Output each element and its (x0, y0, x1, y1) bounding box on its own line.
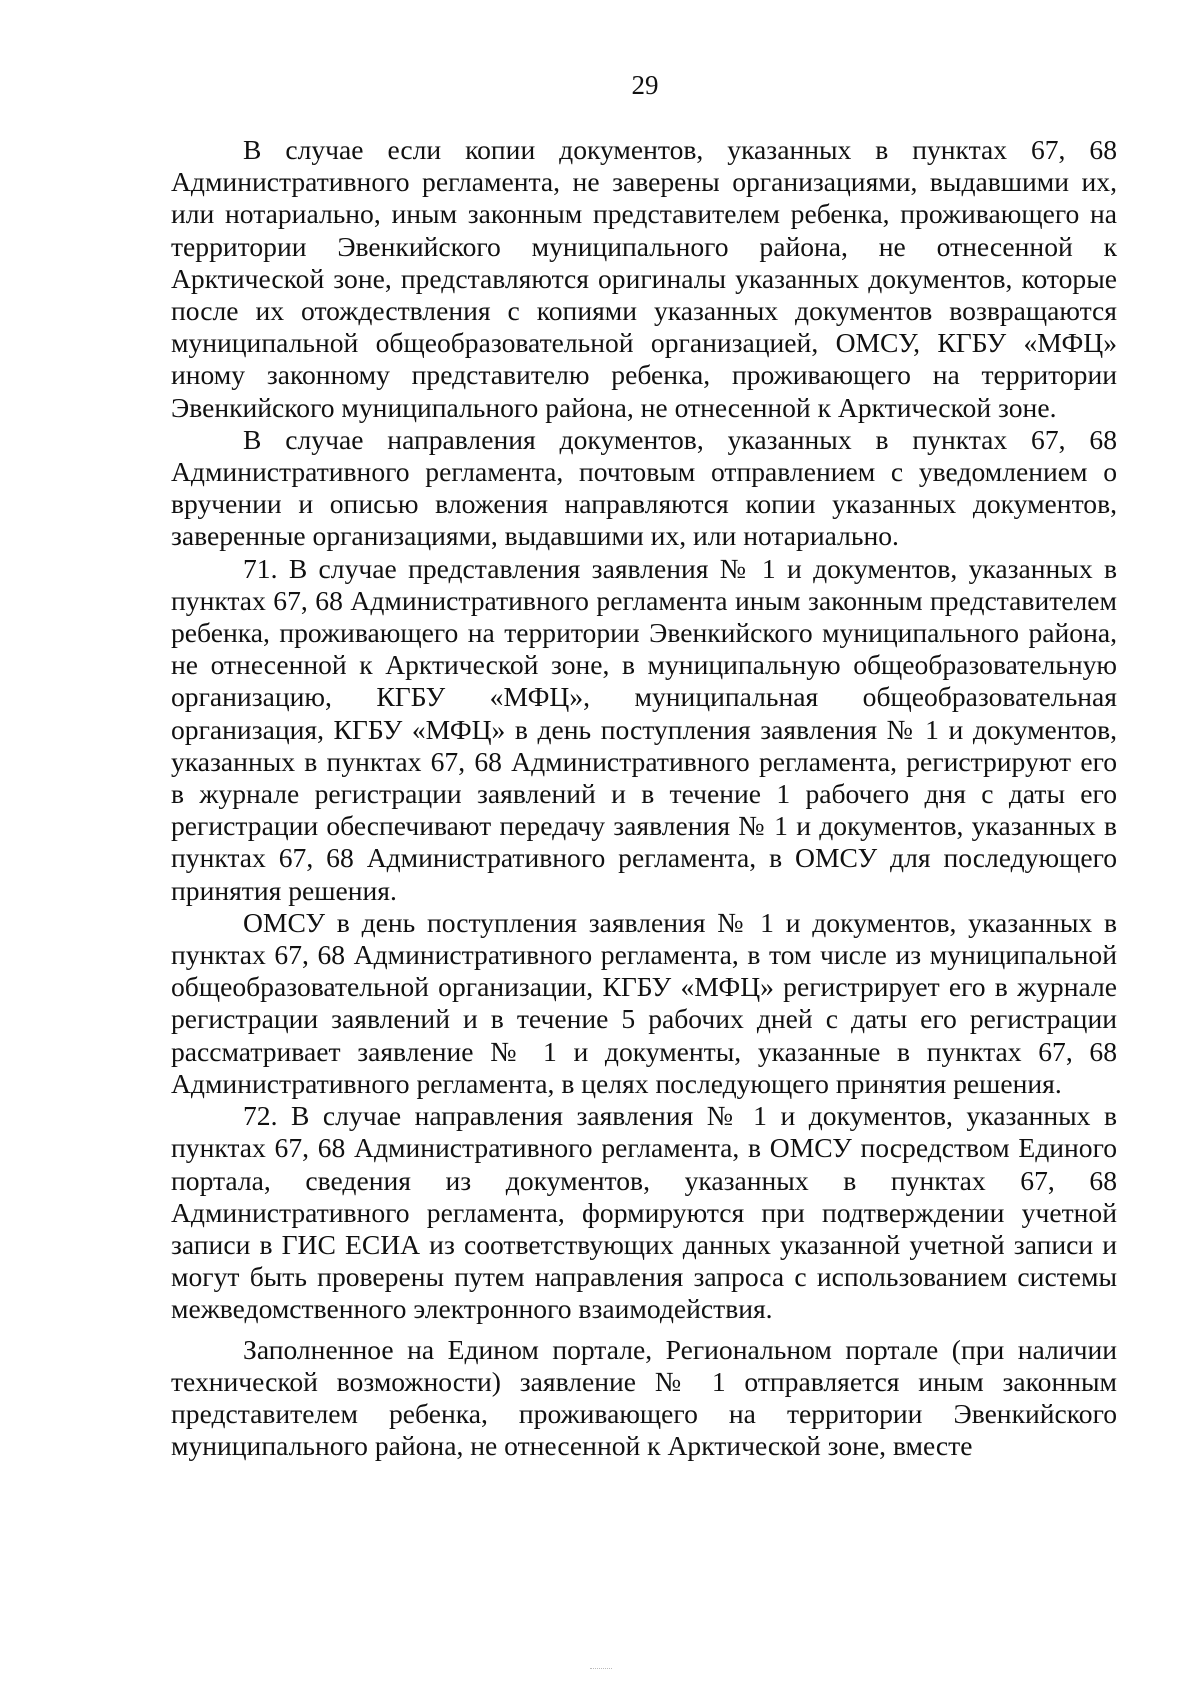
paragraph-postal-delivery: В случае направления документов, указанных в пунктах 67, 68 Административного регламента, почтовым отправлением с уведомлением о вручении и описью вложения направляются копии указанных документов, заверенные организациями, выдавшими их, или нотариально. (171, 423, 1117, 552)
paragraph-71: 71. В случае представления заявления № 1 и документов, указанных в пунктах 67, 68 Административного регламента иным законным представителем ребенка, проживающего на территории Эвенкийского муниципального района, не отнесенной к Арктической зоне, в муниципальную общеобразовательную организацию, КГБУ «МФЦ», муниципальная общеобразовательная организация, КГБУ «МФЦ» в день поступления заявления № 1 и документов, указанных в пунктах 67, 68 Административного регламента, регистрируют его в журнале регистрации заявлений и в течение 1 рабочего дня с даты его регистрации обеспечивают передачу заявления № 1 и документов, указанных в пунктах 67, 68 Административного регламента, в ОМСУ для последующего принятия решения. (171, 552, 1117, 906)
scan-artifact (590, 1668, 612, 1671)
page-number: 29 (631, 70, 659, 100)
paragraph-unified-portal: Заполненное на Едином портале, Региональном портале (при наличии технической возможности) заявление № 1 отправляется иным законным представителем ребенка, проживающего на территории Эвенкийского муниципального района, не отнесенной к Арктической зоне, вместе (171, 1333, 1117, 1462)
paragraph-copies-not-certified: В случае если копии документов, указанных в пунктах 67, 68 Административного регламента, не заверены организациями, выдавшими их, или нотариально, иным законным представителем ребенка, проживающего на территории Эвенкийского муниципального района, не отнесенной к Арктической зоне, представляются оригиналы указанных документов, которые после их отождествления с копиями указанных документов возвращаются муниципальной общеобразовательной организацией, ОМСУ, КГБУ «МФЦ» иному законному представителю ребенка, проживающего на территории Эвенкийского муниципального района, не отнесенной к Арктической зоне. (171, 134, 1117, 423)
paragraph-72: 72. В случае направления заявления № 1 и документов, указанных в пунктах 67, 68 Административного регламента, в ОМСУ посредством Единого портала, сведения из документов, указанных в пунктах 67, 68 Административного регламента, формируются при подтверждении учетной записи в ГИС ЕСИА из соответствующих данных указанной учетной записи и могут быть проверены путем направления запроса с использованием системы межведомственного электронного взаимодействия. (171, 1100, 1117, 1325)
paragraph-omsu-registration: ОМСУ в день поступления заявления № 1 и документов, указанных в пунктах 67, 68 Административного регламента, в том числе из муниципальной общеобразовательной организации, КГБУ «МФЦ» регистрирует его в журнале регистрации заявлений и в течение 5 рабочих дней с даты его регистрации рассматривает заявление № 1 и документы, указанные в пунктах 67, 68 Административного регламента, в целях последующего принятия решения. (171, 906, 1117, 1099)
document-body (171, 134, 1117, 1462)
